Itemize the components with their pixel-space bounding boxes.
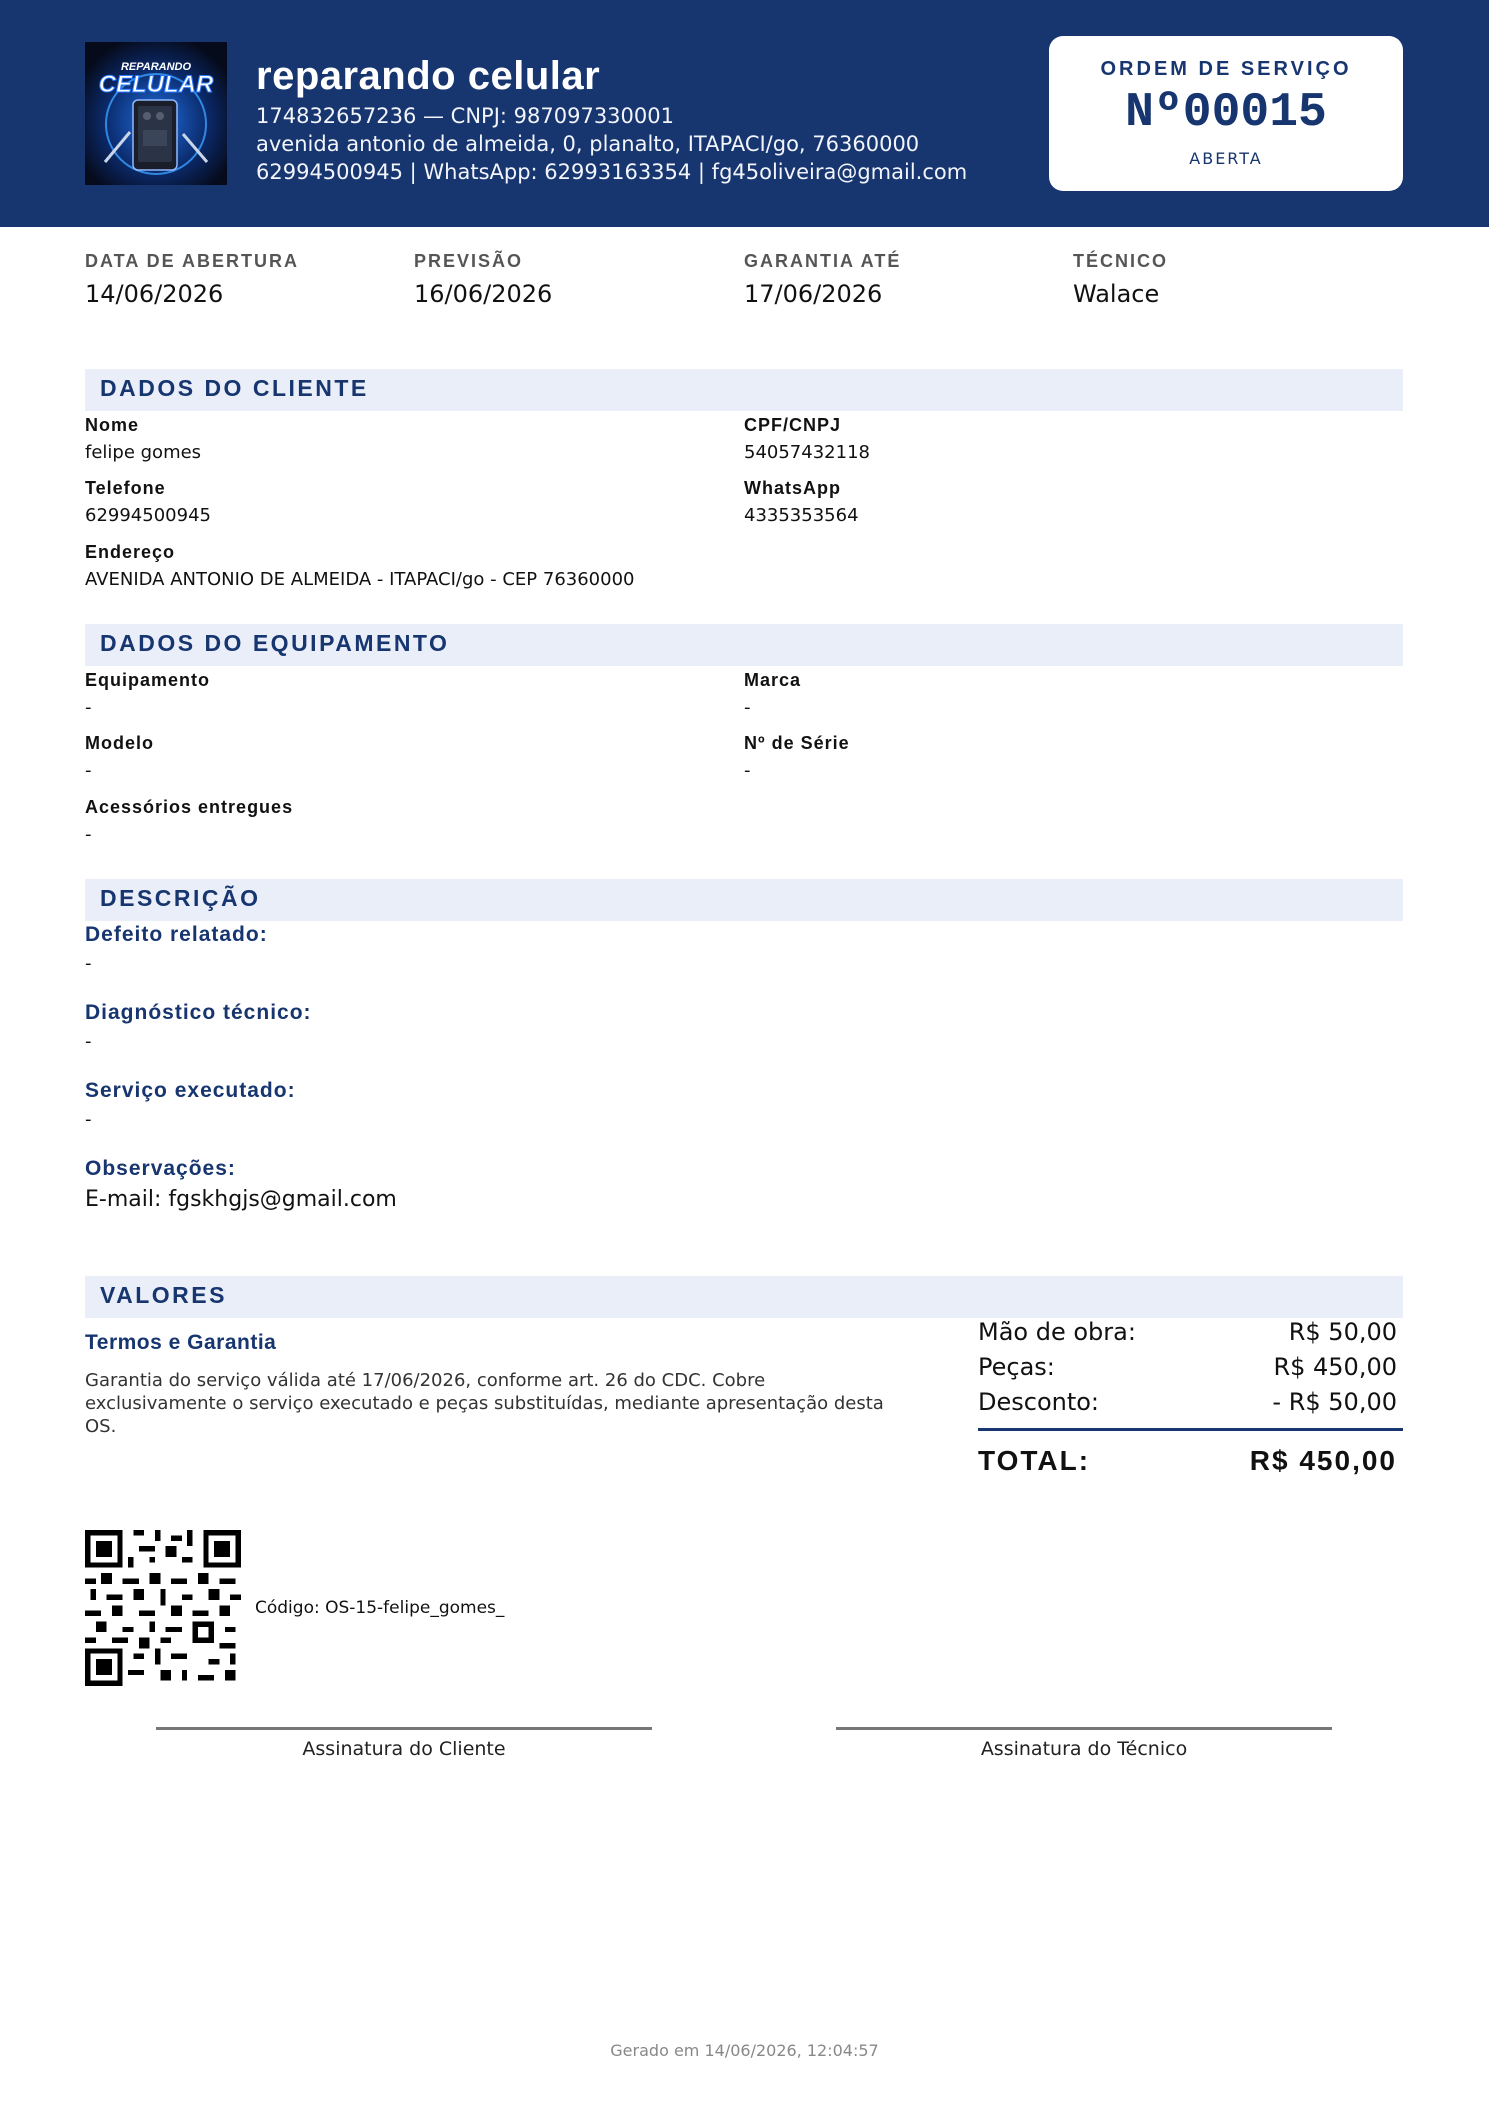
desc-defect [85, 923, 268, 974]
order-number-box [1049, 36, 1403, 191]
header-banner [0, 0, 1489, 227]
field-value: 4335353564 [744, 505, 859, 526]
grand-total-value: R$ 450,00 [1249, 1445, 1397, 1476]
section-equipment [85, 624, 1403, 666]
desc-value: - [85, 1031, 92, 1052]
field-value: - [744, 760, 751, 781]
desc-service [85, 1079, 296, 1130]
meta-technician [1073, 251, 1168, 308]
company-address: avenida antonio de almeida, 0, planalto, ITAPACI/go, 76360000 [256, 132, 920, 156]
section-values [85, 1276, 1403, 1318]
field-label: WhatsApp [744, 478, 841, 498]
meta-value: Walace [1073, 280, 1160, 308]
field-label: CPF/CNPJ [744, 415, 842, 435]
meta-value: 14/06/2026 [85, 280, 224, 308]
order-status: ABERTA [1189, 149, 1263, 168]
company-ids: 174832657236 — CNPJ: 987097330001 [256, 104, 674, 128]
field-brand [744, 670, 801, 718]
svg-text:REPARANDO: REPARANDO [120, 61, 192, 73]
field-label: Nome [85, 415, 140, 435]
qr-code-text: Código: OS-15-felipe_gomes_ [255, 1598, 505, 1618]
order-number: Nº00015 [1125, 86, 1327, 140]
total-row-parts [978, 1350, 1403, 1385]
field-label: Endereço [85, 542, 176, 562]
meta-value: 16/06/2026 [414, 280, 553, 308]
section-description [85, 879, 1403, 921]
section-title: DADOS DO CLIENTE [100, 375, 369, 401]
company-contacts: 62994500945 | WhatsApp: 62993163354 | fg45oliveira@gmail.com [256, 160, 968, 184]
meta-label: TÉCNICO [1073, 251, 1168, 271]
totals-divider [978, 1428, 1403, 1431]
desc-notes [85, 1157, 397, 1212]
client-signature-line [156, 1727, 652, 1730]
field-value: felipe gomes [85, 442, 202, 463]
meta-label: PREVISÃO [414, 251, 524, 271]
desc-diagnosis [85, 1001, 312, 1052]
section-client [85, 369, 1403, 411]
field-value: 54057432118 [744, 442, 870, 463]
totals-box [978, 1315, 1403, 1477]
total-row-discount [978, 1385, 1403, 1420]
meta-warranty [744, 251, 901, 308]
desc-label: Diagnóstico técnico: [85, 1001, 312, 1024]
desc-label: Defeito relatado: [85, 923, 268, 946]
total-value: - R$ 50,00 [1272, 1388, 1397, 1416]
total-row-grand [978, 1445, 1403, 1477]
meta-label: GARANTIA ATÉ [744, 251, 902, 271]
field-label: Modelo [85, 733, 154, 753]
company-name: reparando celular [256, 54, 601, 98]
field-client-name [85, 415, 201, 463]
qr-code-icon [85, 1530, 241, 1686]
desc-label: Observações: [85, 1157, 236, 1180]
total-value: R$ 50,00 [1288, 1318, 1397, 1346]
field-client-whatsapp [744, 478, 859, 526]
terms-text: Garantia do serviço válida até 17/06/2026, conforme art. 26 do CDC. Cobre exclusivamente o serviço executado e peças substituídas, mediante apresentação desta OS. [85, 1370, 884, 1437]
field-client-doc [744, 415, 870, 463]
section-title: DADOS DO EQUIPAMENTO [100, 630, 450, 656]
field-label: Marca [744, 670, 802, 690]
technician-signature-line [836, 1727, 1332, 1730]
desc-label: Serviço executado: [85, 1079, 296, 1102]
field-label: Equipamento [85, 670, 211, 690]
field-value: - [85, 697, 92, 718]
svg-text:CELULAR: CELULAR [98, 71, 214, 98]
phone-repair-logo-icon [85, 42, 227, 185]
field-client-phone [85, 478, 211, 526]
field-accessories [85, 797, 293, 845]
grand-total-label: TOTAL: [978, 1445, 1091, 1476]
total-row-labor [978, 1315, 1403, 1350]
desc-value: E-mail: fgskhgjs@gmail.com [85, 1187, 397, 1212]
total-value: R$ 450,00 [1273, 1353, 1397, 1381]
field-model [85, 733, 154, 781]
terms-title: Termos e Garantia [85, 1331, 277, 1354]
total-label: Peças: [978, 1353, 1055, 1381]
meta-forecast [414, 251, 552, 308]
field-value: - [744, 697, 751, 718]
section-title: DESCRIÇÃO [100, 885, 261, 911]
company-logo [85, 42, 227, 185]
field-serial [744, 733, 850, 781]
field-label: Acessórios entregues [85, 797, 294, 817]
generated-timestamp: Gerado em 14/06/2026, 12:04:57 [610, 2041, 879, 2060]
client-signature-label: Assinatura do Cliente [302, 1738, 506, 1760]
field-label: Telefone [85, 478, 166, 498]
desc-value: - [85, 1109, 92, 1130]
total-label: Mão de obra: [978, 1318, 1136, 1346]
meta-label: DATA DE ABERTURA [85, 251, 299, 271]
meta-opening-date [85, 251, 299, 308]
field-label: Nº de Série [744, 733, 850, 753]
field-value: - [85, 824, 92, 845]
field-equipment [85, 670, 210, 718]
order-label: ORDEM DE SERVIÇO [1100, 58, 1352, 80]
section-title: VALORES [100, 1282, 227, 1308]
desc-value: - [85, 953, 92, 974]
technician-signature-label: Assinatura do Técnico [980, 1738, 1188, 1760]
total-label: Desconto: [978, 1388, 1100, 1416]
field-client-address [85, 542, 634, 590]
field-value: AVENIDA ANTONIO DE ALMEIDA - ITAPACI/go - CEP 76360000 [85, 569, 635, 590]
company-info [256, 50, 967, 186]
meta-value: 17/06/2026 [744, 280, 883, 308]
field-value: 62994500945 [85, 505, 211, 526]
field-value: - [85, 760, 92, 781]
